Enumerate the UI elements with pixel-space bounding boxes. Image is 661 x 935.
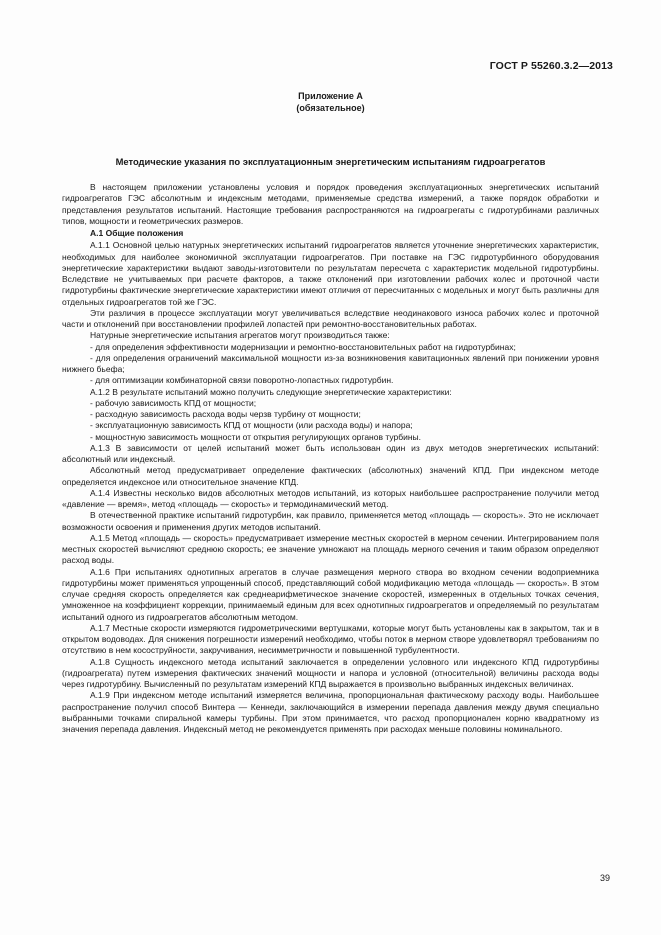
paragraph: Натурные энергетические испытания агрегатов могут производиться также:: [90, 330, 390, 341]
appendix-heading: [0, 90, 661, 114]
page-number: 39: [599, 873, 610, 883]
list-item: - расходную зависимость расхода воды черзв турбину от мощности;: [90, 409, 361, 419]
paragraph: В настоящем приложении установлены условия и порядок проведения эксплуатационных энергетических испытаний гидроагрегатов ГЭС абсолютным и индексным методами, применяемые средства измерений, а также порядок обработки и представления результатов испытаний. Настоящие требования распространяются на гидроагрегаты с гидротурбинами различных типов, мощности и геометрических размеров.: [62, 182, 599, 226]
paragraph: В отечественной практике испытаний гидротурбин, как правило, применяется метод «площадь — скорость». Это не исключает возможности освоения и применения других методов испытаний.: [62, 510, 599, 532]
appendix-subtitle: (обязательное): [296, 103, 365, 113]
paragraph: А.1.8 Сущность индексного метода испытаний заключается в определении условного или индексного КПД гидротурбины (гидроагрегата) путем измерения фактических значений мощности и напора и условной (относительной) величины расхода воды через гидротурбину. Вычисленный по результатам измерений КПД выражается в произвольно выбранных индексных величинах.: [62, 656, 599, 689]
paragraph: Абсолютный метод предусматривает определение фактических (абсолютных) значений КПД. При индексном методе определяется индексное или относительное значение КПД.: [62, 465, 599, 487]
paragraph: А.1.6 При испытаниях однотипных агрегатов в случае размещения мерного створа во входном сечении водоприемника гидротурбины может применяться упрощенный способ, представляющий собой модификацию метода «площадь — скорость». В этом случае средняя скорость определяется как среднеарифметическое значение скоростей, измеренных в отдельных точках сечения, умноженное на коэффициент коррекции, принимаемый единым для всех однотипных гидроагрегатов и определяемый по результатам испытаний одного из гидроагрегатов абсолютным методом.: [62, 566, 599, 622]
paragraph: А.1.3 В зависимости от целей испытаний может быть использован один из двух методов энергетических испытаний: абсолютный или индексный.: [62, 442, 599, 464]
document-code: ГОСТ Р 55260.3.2—2013: [489, 60, 613, 72]
paragraph: А.1.7 Местные скорости измеряются гидрометрическими вертушками, которые могут быть установлены как в закрытом, так и в открытом водоводах. Для снижения погрешности измерений необходимо, чтобы поток в мерном створе удовлетворял требованиям по отсутствию в нем косоструйности, закручивания, несимметричности и повышенной турбулентности.: [62, 622, 599, 656]
list-item: - эксплуатационную зависимость КПД от мощности (или расхода воды) и напора;: [90, 420, 413, 431]
paragraph: А.1.1 Основной целью натурных энергетических испытаний гидроагрегатов является уточнение энергетических характеристик, необходимых для наиболее экономичной эксплуатации гидроагрегатов. При поставке на ГЭС гидротурбинного оборудования энергетические характеристики выдают заводы-изготовители по результатам пересчета с характеристик модельной гидротурбины. Вследствие не учитываемых при расчете факторов, а также отклонений при изготовлении рабочих колес и проточной части гидротурбины фактические энергетические характеристики имеют отличия от пересчитанных с модельных и могут быть различны для отдельных гидроагрегатов той же ГЭС.: [62, 240, 599, 307]
paragraph: Эти различия в процессе эксплуатации могут увеличиваться вследствие неодинакового износа рабочих колес и проточной части и отклонений при восстановлении профилей лопастей при ремонтно-восстановительных работах.: [62, 307, 599, 329]
paragraph: А.1.5 Метод «площадь — скорость» предусматривает измерение местных скоростей в мерном сечении. Интегрированием поля местных скоростей вычисляют среднюю скорость; ее значение умножают на площадь мерного сечения и таким образом определяют расход воды.: [62, 532, 599, 566]
list-item: - для оптимизации комбинаторной связи поворотно-лопастных гидротурбин.: [90, 375, 394, 386]
section-title: Методические указания по эксплуатационным энергетическим испытаниям гидроагрегатов: [115, 156, 546, 167]
body-text: [62, 182, 599, 735]
list-item: - для определения ограничений максимальной мощности из-за возникновения кавитационных явлений при понижении уровня нижнего бьефа;: [62, 352, 599, 374]
list-item: - рабочую зависимость КПД от мощности;: [90, 397, 257, 408]
list-item: - мощностную зависимость мощности от открытия регулирующих органов турбины.: [90, 431, 422, 442]
paragraph: А.1.4 Известны несколько видов абсолютных методов испытаний, из которых наибольшее распространение получили метод «давление — время», метод «площадь — скорость» и термодинамический метод.: [62, 487, 599, 509]
appendix-title: Приложение А: [298, 91, 363, 101]
list-item: - для определения эффективности модернизации и ремонтно-восстановительных работ на гидротурбинах;: [90, 341, 516, 352]
subsection-heading: А.1 Общие положения: [90, 228, 184, 238]
paragraph: А.1.9 При индексном методе испытаний измеряется величина, пропорциональная фактическому расходу воды. Наибольшее распространение получил способ Винтера — Кеннеди, заключающийся в измерении перепада давления между двумя специально выбранными точками спиральной камеры турбины. При этом принимается, что расход пропорционален корню квадратному из значения перепада давления. Индексный метод не рекомендуется применять при расходах меньше половины номинального.: [62, 690, 599, 734]
paragraph: А.1.2 В результате испытаний можно получить следующие энергетические характеристики:: [90, 386, 452, 397]
